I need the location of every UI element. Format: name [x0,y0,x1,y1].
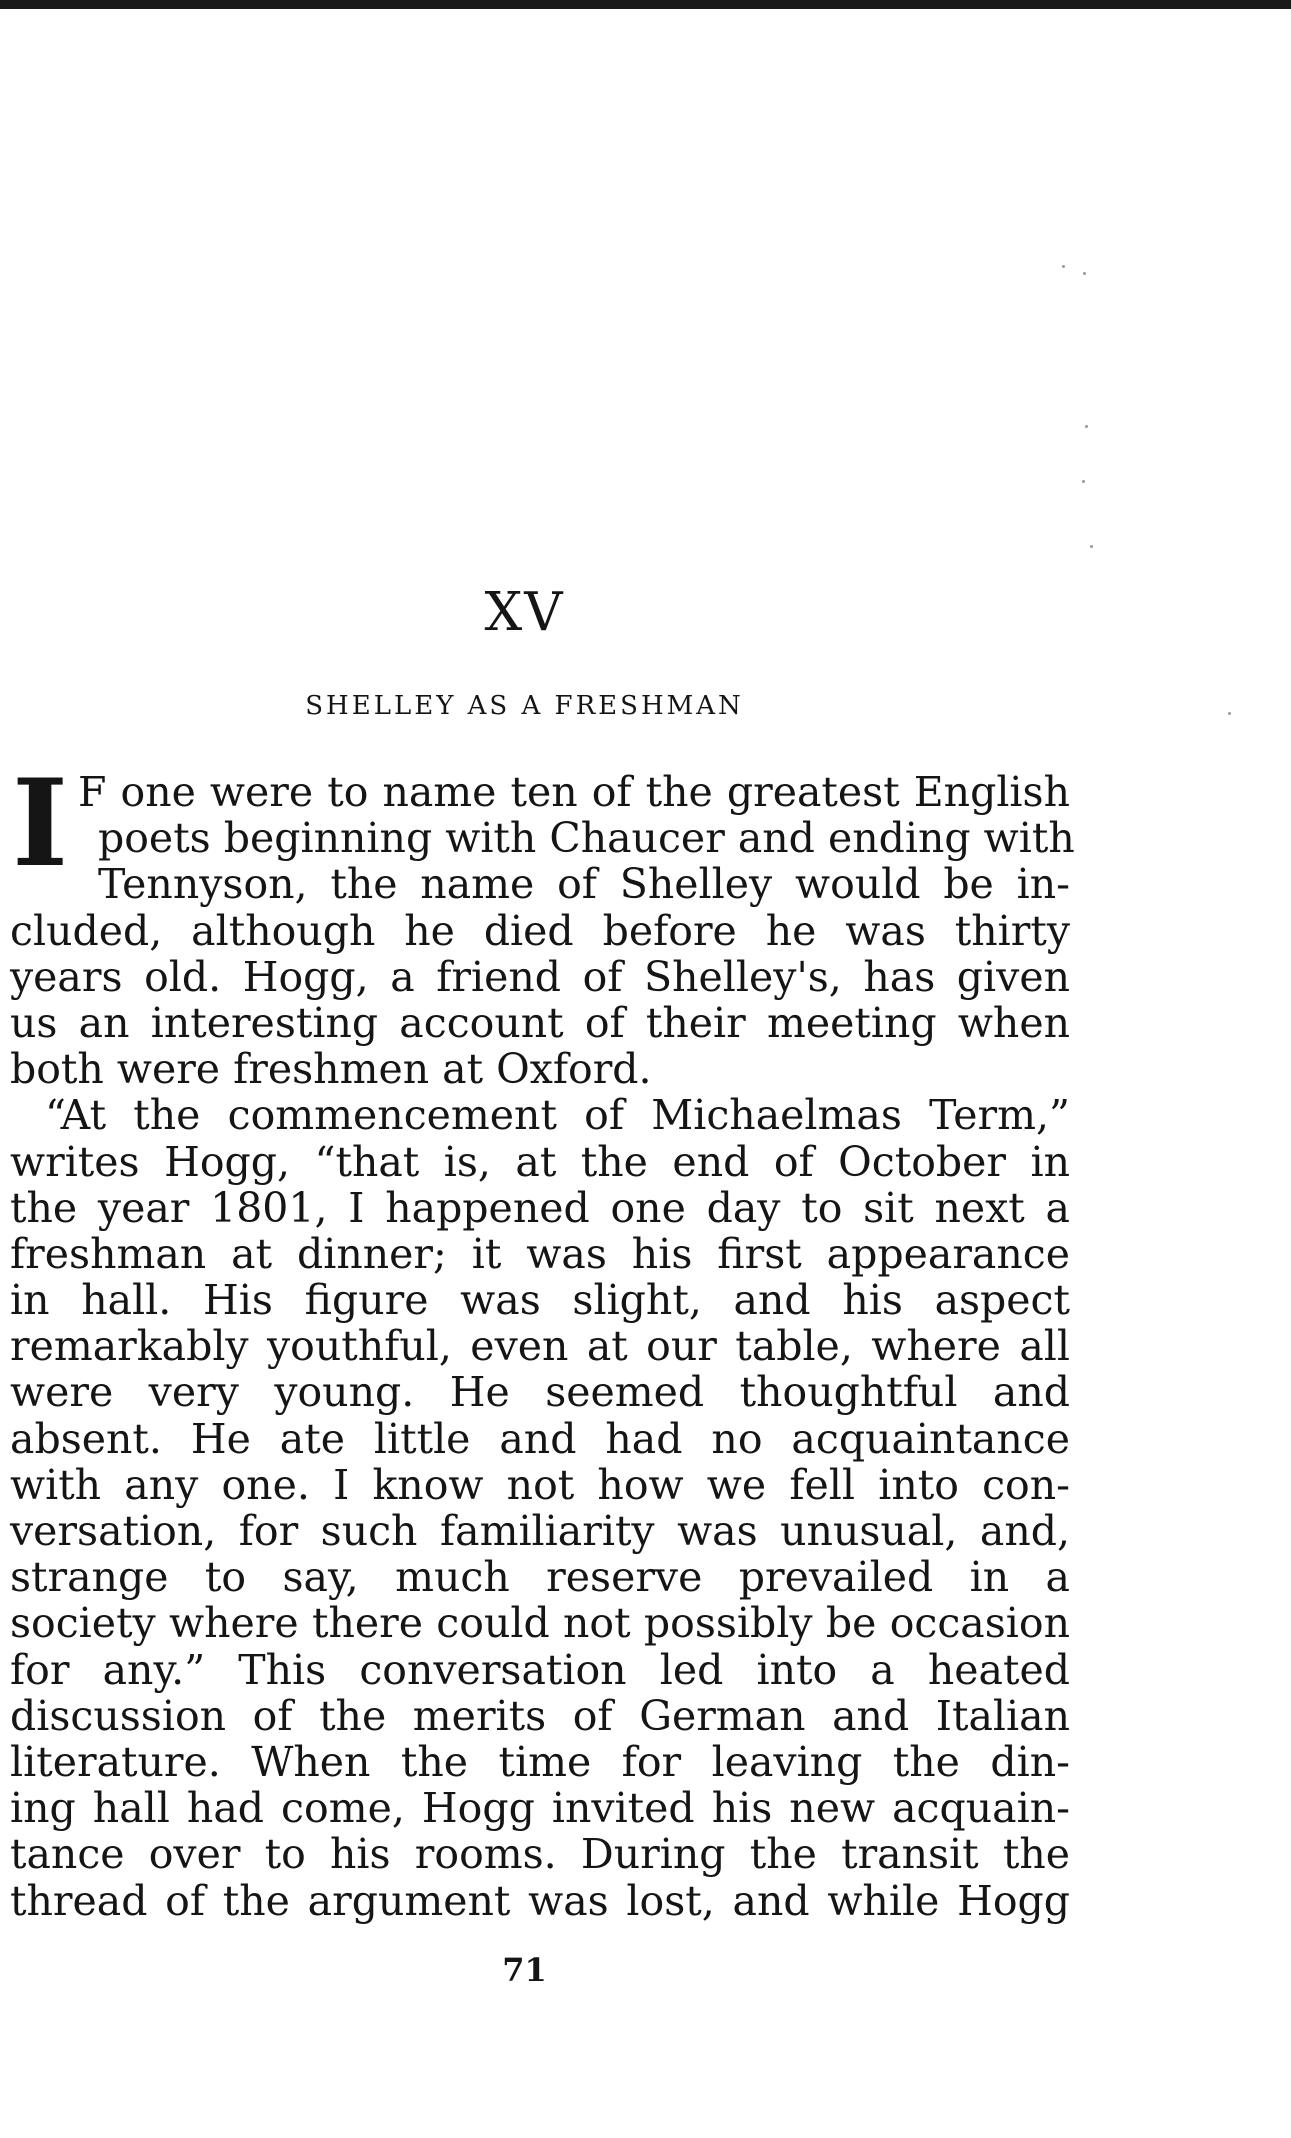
text-line: for any.” This conversation led into a heated [10,1645,1070,1694]
text-line: freshman at dinner; it was his first appearance [10,1229,1070,1278]
text-line: in hall. His figure was slight, and his aspect [10,1276,1070,1325]
text-line: “At the commencement of Michaelmas Term,” [45,1091,1070,1140]
scan-speck [1085,425,1088,428]
text-line: writes Hogg, “that is, at the end of October in [10,1137,1070,1186]
text-line: both were freshmen at Oxford. [10,1045,652,1094]
text-line: remarkably youthful, even at our table, where all [10,1322,1070,1371]
text-line: society where there could not possibly be occasion [10,1599,1070,1648]
text-line: absent. He ate little and had no acquaintance [10,1414,1070,1463]
text-line: F one were to name ten of the greatest English [78,768,1070,816]
chapter-title: SHELLEY AS A FRESHMAN [305,691,744,721]
drop-cap: I [12,753,69,894]
text-line: strange to say, much reserve prevailed in a [10,1553,1070,1602]
scan-speck [1082,480,1085,483]
page-number: 71 [502,1951,547,1989]
text-line: us an interesting account of their meeting when [10,998,1070,1047]
text-line: with any one. I know not how we fell into con- [10,1460,1070,1509]
text-line: poets beginning with Chaucer and ending with [98,814,1075,863]
text-line: thread of the argument was lost, and while Hogg [10,1876,1070,1925]
text-line: ing hall had come, Hogg invited his new acquain- [10,1784,1070,1833]
top-border-rule [0,0,1291,9]
chapter-number: XV [484,582,565,643]
text-line: the year 1801, I happened one day to sit next a [10,1183,1070,1232]
text-line: were very young. He seemed thoughtful and [10,1368,1070,1417]
scan-speck [1083,272,1086,275]
text-line: tance over to his rooms. During the transit the [10,1830,1070,1879]
scan-speck [1228,712,1231,715]
text-line: cluded, although he died before he was thirty [10,906,1070,955]
text-line: versation, for such familiarity was unusual, and, [10,1507,1070,1555]
scan-speck [1090,545,1093,548]
text-line: years old. Hogg, a friend of Shelley's, has given [10,952,1070,1001]
text-line: literature. When the time for leaving the din- [10,1737,1070,1786]
scan-speck [1062,265,1065,268]
text-line: discussion of the merits of German and Italian [10,1691,1070,1740]
text-line: Tennyson, the name of Shelley would be in- [98,860,1070,909]
body-text [10,753,1075,1925]
